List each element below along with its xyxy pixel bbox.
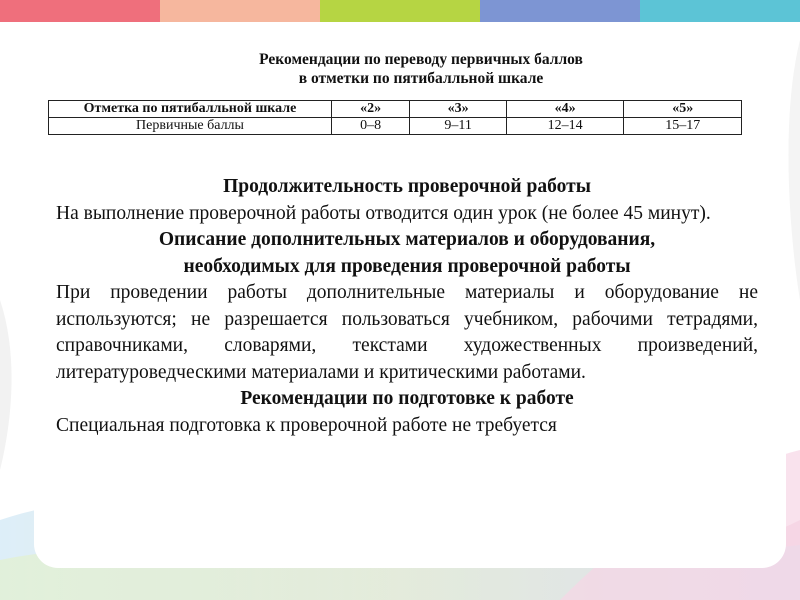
table-title-line-1: Рекомендации по переводу первичных баллов [259, 51, 583, 68]
score-range-grade-5: 15–17 [624, 118, 742, 135]
materials-heading-line-1: Описание дополнительных материалов и оборудования, [158, 229, 656, 250]
header-cell-grade-3: «3» [410, 101, 507, 118]
score-conversion-table [48, 100, 742, 135]
score-range-grade-2: 0–8 [332, 118, 410, 135]
preparation-text: Специальная подготовка к проверочной работе не требуется [56, 414, 557, 436]
preparation-heading: Рекомендации по подготовке к работе [240, 388, 574, 409]
header-cell-scale: Отметка по пятибалльной шкале [49, 101, 332, 118]
table-title-line-2: в отметки по пятибалльной шкале [298, 70, 544, 87]
table-title [48, 50, 794, 88]
table-header-row [49, 101, 742, 118]
score-range-grade-4: 12–14 [506, 118, 624, 135]
table-row [49, 118, 742, 135]
materials-text: При проведении работы дополнительные материалы и оборудование не используются; не разрешается пользоваться учебником, рабочими тетрадями, справочниками, словарями, текстами художественных произведений, литературоведческими материалами и критическими работами. [56, 282, 758, 383]
document-body [56, 174, 758, 439]
header-cell-grade-4: «4» [506, 101, 624, 118]
duration-heading: Продолжительность проверочной работы [223, 176, 591, 197]
score-range-grade-3: 9–11 [410, 118, 507, 135]
materials-heading-line-2: необходимых для проведения проверочной работы [183, 255, 631, 277]
duration-text: На выполнение проверочной работы отводится один урок (не более 45 минут). [56, 202, 711, 224]
header-cell-grade-5: «5» [624, 101, 742, 118]
row-label-primary-scores: Первичные баллы [49, 118, 332, 135]
header-cell-grade-2: «2» [332, 101, 410, 118]
